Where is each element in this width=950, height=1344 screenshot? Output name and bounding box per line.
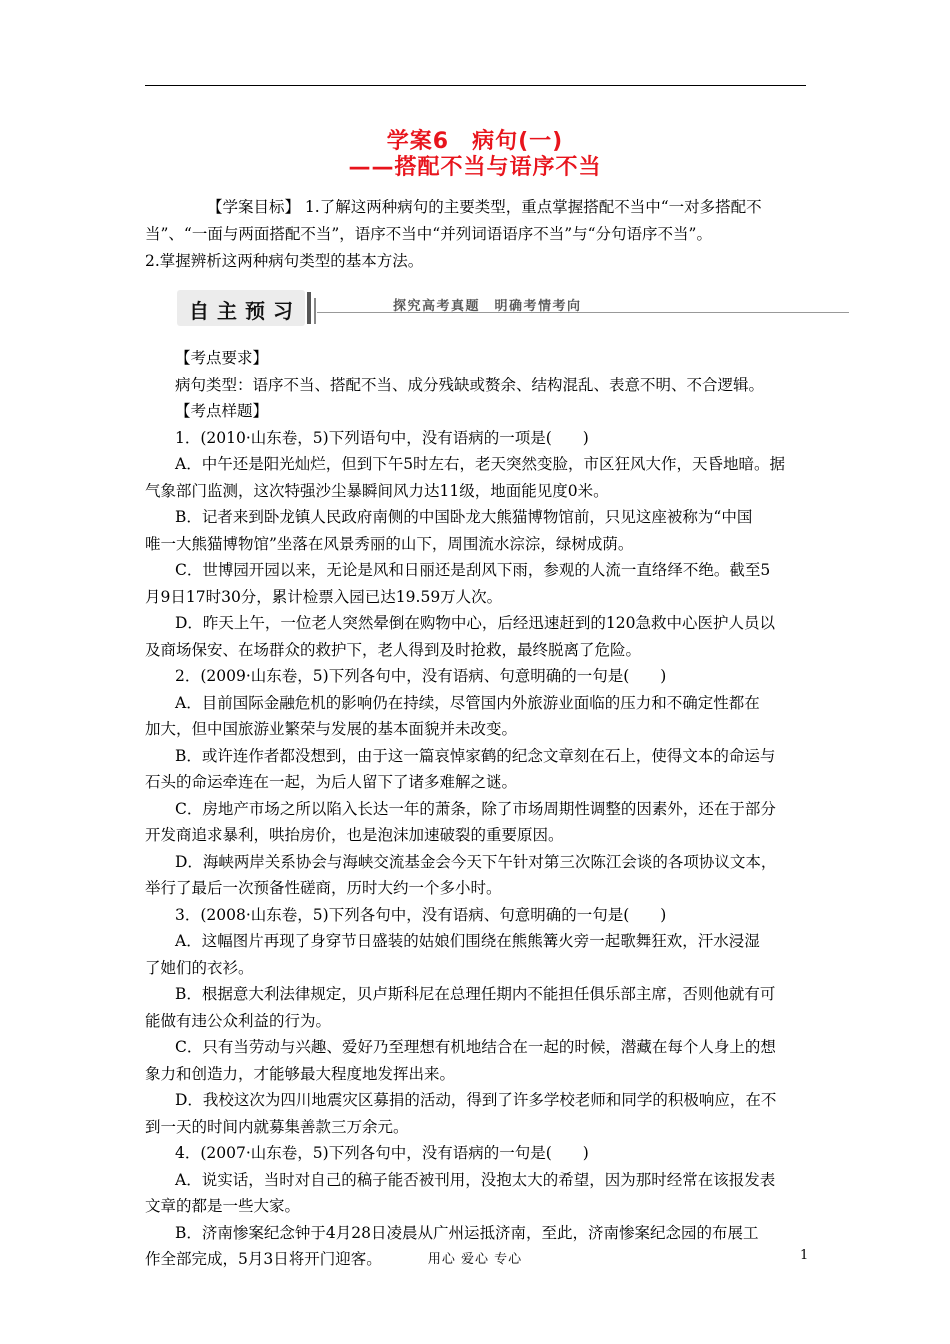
- question-stem: 4．(2007·山东卷，5)下列各句中，没有语病的一句是( ): [175, 1144, 589, 1162]
- option-line: C．房地产市场之所以陷入长达一年的萧条，除了市场周期性调整的因素外，还在于部分: [175, 799, 776, 818]
- option-line: 唯一大熊猫博物馆”坐落在风景秀丽的山下，周围流水淙淙，绿树成荫。: [145, 534, 634, 553]
- option-line: A．这幅图片再现了身穿节日盛装的姑娘们围绕在熊熊篝火旁一起歌舞狂欢，汗水浸湿: [175, 932, 760, 950]
- requirements-text: 病句类型：语序不当、搭配不当、成分残缺或赘余、结构混乱、表意不明、不合逻辑。: [175, 375, 765, 394]
- goal-line: 【学案目标】 1.了解这两种病句的主要类型，重点掌握搭配不当中“一对多搭配不: [207, 198, 762, 216]
- lesson-subtitle: ——搭配不当与语序不当: [348, 155, 602, 180]
- banner-title-box: [177, 290, 305, 326]
- question-3: [145, 902, 810, 1141]
- option-line: B．济南惨案纪念钟于4月28日凌晨从广州运抵济南，至此，济南惨案纪念园的布展工: [175, 1223, 759, 1242]
- banner-title: 自主预习: [189, 299, 301, 323]
- option-line: B．根据意大利法律规定，贝卢斯科尼在总理任期内不能担任俱乐部主席，否则他就有可: [175, 985, 776, 1003]
- learning-goals: [145, 194, 820, 275]
- option-line: A．说实话，当时对自己的稿子能否被刊用，没抱太大的希望，因为那时经常在该报发表: [175, 1170, 776, 1189]
- exam-content: [145, 345, 810, 1273]
- goal-line: 当”、“一面与两面搭配不当”，语序不当中“并列词语语序不当”与“分句语序不当”。: [145, 225, 712, 243]
- option-line: 到一天的时间内就募集善款三万余元。: [145, 1117, 409, 1136]
- option-line: 气象部门监测，这次特强沙尘暴瞬间风力达11级，地面能见度0米。: [145, 481, 609, 500]
- header-rule: [145, 85, 806, 86]
- question-2: [145, 663, 810, 902]
- option-line: D．昨天上午，一位老人突然晕倒在购物中心，后经迅速赶到的120急救中心医护人员以: [175, 614, 776, 632]
- option-line: C．只有当劳动与兴趣、爱好乃至理想有机地结合在一起的时候，潜藏在每个人身上的想: [175, 1038, 776, 1056]
- requirements-heading: 【考点要求】: [175, 349, 269, 367]
- examples-heading: 【考点样题】: [175, 402, 269, 420]
- question-stem: 1．(2010·山东卷，5)下列语句中，没有语病的一项是( ): [175, 428, 589, 447]
- page-number: 1: [800, 1248, 809, 1263]
- option-line: 能做有违公众利益的行为。: [145, 1011, 332, 1030]
- option-line: 开发商追求暴利，哄抬房价，也是泡沫加速破裂的重要原因。: [145, 826, 564, 844]
- option-line: 石头的命运牵连在一起，为后人留下了诸多难解之谜。: [145, 773, 518, 791]
- lesson-title: 学案6 病句(一): [386, 129, 564, 154]
- banner-divider: [307, 292, 311, 324]
- option-line: A．目前国际金融危机的影响仍在持续，尽管国内外旅游业面临的压力和不确定性都在: [175, 693, 760, 712]
- banner-divider: [314, 298, 316, 324]
- option-line: D．我校这次为四川地震灾区募捐的活动，得到了许多学校老师和同学的积极响应，在不: [175, 1091, 777, 1109]
- option-line: 象力和创造力，才能够最大程度地发挥出来。: [145, 1064, 456, 1083]
- goal-line: 2.掌握辨析这两种病句类型的基本方法。: [145, 252, 424, 270]
- option-line: A．中午还是阳光灿烂，但到下午5时左右，老天突然变脸，市区狂风大作，天昏地暗。据: [175, 455, 786, 473]
- option-line: 举行了最后一次预备性磋商，历时大约一个多小时。: [145, 879, 502, 897]
- option-line: B．或许连作者都没想到，由于这一篇哀悼家鹤的纪念文章刻在石上，使得文本的命运与: [175, 746, 776, 765]
- banner-subtitle: 探究高考真题 明确考情考向: [393, 299, 582, 314]
- option-line: B．记者来到卧龙镇人民政府南侧的中国卧龙大熊猫博物馆前，只见这座被称为“中国: [175, 508, 753, 526]
- option-line: 文章的都是一些大家。: [145, 1197, 301, 1215]
- option-line: D．海峡两岸关系协会与海峡交流基金会今天下午针对第三次陈江会谈的各项协议文本，: [175, 852, 777, 871]
- option-line: 作全部完成，5月3日将开门迎客。: [145, 1250, 382, 1268]
- option-line: 了她们的衣衫。: [145, 958, 254, 977]
- question-stem: 3．(2008·山东卷，5)下列各句中，没有语病、句意明确的一句是( ): [175, 905, 667, 924]
- option-line: 月9日17时30分，累计检票入园已达19.59万人次。: [145, 587, 503, 606]
- option-line: 加大，但中国旅游业繁荣与发展的基本面貌并未改变。: [145, 720, 518, 738]
- option-line: C．世博园开园以来，无论是风和日丽还是刮风下雨，参观的人流一直络绎不绝。截至5: [175, 561, 771, 579]
- option-line: 及商场保安、在场群众的救护下，老人得到及时抢救，最终脱离了危险。: [145, 640, 642, 659]
- section-banner: [177, 290, 849, 328]
- question-stem: 2．(2009·山东卷，5)下列各句中，没有语病、句意明确的一句是( ): [175, 667, 667, 685]
- question-1: [145, 425, 810, 664]
- footer-text: 用心 爱心 专心: [427, 1252, 523, 1267]
